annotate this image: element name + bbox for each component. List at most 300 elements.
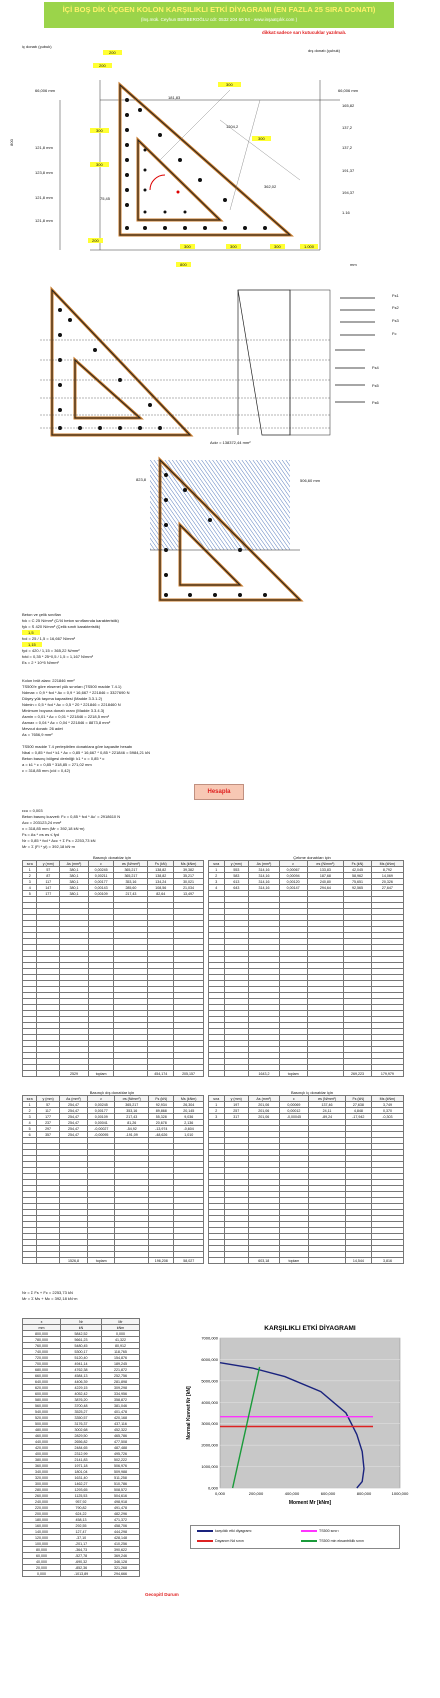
table-2-right bbox=[208, 1095, 404, 1264]
legend-swatch-1 bbox=[301, 1530, 317, 1532]
y-axis-label: Normal Kuvvet Nr [kN] bbox=[186, 1386, 192, 1440]
table-cell: 92,565 bbox=[344, 885, 372, 891]
compression-side-label: 823,8 bbox=[136, 477, 147, 482]
y-tick-label: 2000,000 bbox=[201, 1442, 218, 1448]
points-cell: 460,000 bbox=[23, 1433, 61, 1439]
x-tick-label: 200,000 bbox=[248, 1491, 264, 1496]
table-total-row bbox=[209, 1258, 404, 1264]
points-cell: 487,488 bbox=[101, 1445, 139, 1451]
left-dim-4: 121,8 mm bbox=[35, 195, 53, 200]
points-cell: 2656,82 bbox=[61, 1439, 102, 1445]
capacity-row-5: Ndmin = 0,5 * fcd * Ac = 0,5 * 20 * 221846 = 2218460 N bbox=[22, 702, 121, 707]
points-cell: 401,478 bbox=[101, 1409, 139, 1415]
table-cell: 201,06 bbox=[248, 1114, 279, 1120]
capacity-row-6: Minimum boyuna donatı oranı (Madde 3.3.4.3) bbox=[22, 708, 105, 713]
points-cell: 510,786 bbox=[101, 1481, 139, 1487]
input-bottom-mid2[interactable]: 300 bbox=[226, 244, 241, 249]
summary-row-3: Acc = 203123,24 mm² bbox=[22, 820, 62, 825]
points-cell: 4052,42 bbox=[61, 1391, 102, 1397]
left-dim-5: 121,8 mm bbox=[35, 218, 53, 223]
points-cell: 452,322 bbox=[101, 1427, 139, 1433]
points-cell: 520,000 bbox=[23, 1415, 61, 1421]
moment-row-5: c = 318,85 mm (c/d = 0,42) bbox=[22, 768, 71, 773]
points-cell: 2312,99 bbox=[61, 1451, 102, 1457]
points-cell: 321,268 bbox=[101, 1565, 139, 1571]
total-area: 2529 bbox=[60, 1071, 89, 1077]
summary-row-2: Beton basınç kuvveti: Fc = 0,85 * fcd * Ac' = 2918610 N bbox=[22, 814, 121, 819]
points-cell: 380,000 bbox=[23, 1457, 61, 1463]
table-cell: 5 bbox=[23, 1126, 37, 1132]
total-label: toplam bbox=[279, 1071, 307, 1077]
points-cell: 2484,65 bbox=[61, 1445, 102, 1451]
points-cell: 0,000 bbox=[23, 1571, 61, 1577]
page-title: İÇİ BOŞ DİK ÜÇGEN KOLON KARŞILIKLI ETKİ DİYAGRAMI (EN FAZLA 25 SIRA DONATI) bbox=[62, 5, 376, 14]
table-cell: 187,68 bbox=[307, 873, 344, 879]
points-cell: 502,222 bbox=[101, 1457, 139, 1463]
capacity-row-4: Düşey yük taşıma kapasitesi (Madde 3.3.1.2) bbox=[22, 696, 103, 701]
capacity-block bbox=[22, 678, 382, 738]
compression-height-label: 506,60 mm bbox=[300, 478, 321, 483]
points-cell: 465,786 bbox=[101, 1433, 139, 1439]
capacity-row-8: Asmax = 0,04 * Ac = 0,04 * 221846 = 8873,8 mm² bbox=[22, 720, 111, 725]
table-header: σs (N/mm²) bbox=[309, 1096, 346, 1102]
y-tick-label: 6000,000 bbox=[201, 1356, 218, 1362]
right-dim-1: 66,006 mm bbox=[338, 88, 359, 93]
material-row-3: fctd = 0,35 * 25^0,5 / 1,5 = 1,167 N/mm² bbox=[22, 654, 94, 659]
points-cell: 790,82 bbox=[61, 1505, 102, 1511]
force-fs5: Fs5 bbox=[372, 383, 379, 388]
table-cell: 82,64 bbox=[148, 891, 174, 897]
table-cell: -0,00045 bbox=[279, 1114, 309, 1120]
table-cell bbox=[224, 1258, 248, 1264]
points-cell: -37,10 bbox=[61, 1535, 102, 1541]
result-mr: Mr = Σ Ms + Mc = 392,18 kN·m bbox=[22, 1296, 78, 1301]
table-cell: 0,00245 bbox=[88, 867, 114, 873]
table-header: Fs (kN) bbox=[148, 861, 174, 867]
table-cell: 177 bbox=[37, 891, 60, 897]
points-cell: 800,000 bbox=[23, 1331, 61, 1337]
table-cell bbox=[114, 1071, 148, 1077]
table-cell: 26,304 bbox=[174, 1102, 204, 1108]
table-cell: -0,604 bbox=[174, 1126, 204, 1132]
points-cell: 100,000 bbox=[23, 1541, 61, 1547]
input-bottom-mid[interactable]: 300 bbox=[180, 244, 195, 249]
title-banner bbox=[44, 2, 394, 28]
points-cell: 760,000 bbox=[23, 1343, 61, 1349]
table-header: Fs (kN) bbox=[345, 1096, 371, 1102]
points-cell: 660,000 bbox=[23, 1373, 61, 1379]
table-cell: 2 bbox=[209, 1108, 225, 1114]
table-cell: 57 bbox=[37, 1102, 60, 1108]
table-1-left bbox=[22, 860, 204, 1077]
side-note: Gecopitl Durum bbox=[145, 1592, 179, 1597]
x-tick-label: 800,000 bbox=[356, 1491, 372, 1496]
points-cell: 4229,15 bbox=[61, 1385, 102, 1391]
table-header: Ms (kNm) bbox=[371, 861, 403, 867]
force-fs3: Fs3 bbox=[392, 318, 399, 323]
table-cell: 0,00143 bbox=[88, 885, 114, 891]
table-cell: 30,021 bbox=[174, 879, 204, 885]
table-cell: 20,145 bbox=[174, 1108, 204, 1114]
points-cell: 624,22 bbox=[61, 1511, 102, 1517]
points-cell: 381,046 bbox=[101, 1403, 139, 1409]
points-cell: 4406,39 bbox=[61, 1379, 102, 1385]
force-fc: Fc bbox=[392, 331, 397, 336]
points-cell: 509,988 bbox=[101, 1469, 139, 1475]
total-label: toplam bbox=[88, 1258, 115, 1264]
table-header: ε bbox=[279, 1096, 309, 1102]
legend-label-2: Dayanım Nd sınırı bbox=[215, 1539, 244, 1543]
table-cell: -191,09 bbox=[115, 1132, 149, 1138]
table-cell: 20,326 bbox=[371, 879, 403, 885]
table-cell: 357 bbox=[37, 1132, 60, 1138]
points-cell: 400,000 bbox=[23, 1451, 61, 1457]
input-top-2[interactable]: 200 bbox=[93, 63, 112, 68]
points-cell: 477,508 bbox=[101, 1439, 139, 1445]
force-fs4: Fs4 bbox=[372, 365, 379, 370]
gamma-c-input[interactable]: 1,5 bbox=[22, 630, 40, 635]
legend-swatch-2 bbox=[197, 1540, 213, 1542]
table-cell: 254,47 bbox=[59, 1114, 87, 1120]
points-cell: 511,258 bbox=[101, 1475, 139, 1481]
table-cell: 55,328 bbox=[149, 1114, 174, 1120]
table-cell: 58,962 bbox=[344, 873, 372, 879]
points-cell: 140,000 bbox=[23, 1529, 61, 1535]
points-cell: 80,912 bbox=[101, 1343, 139, 1349]
right-dim-7: 1.16 bbox=[342, 210, 350, 215]
input-left-upper[interactable]: 300 bbox=[90, 128, 109, 133]
points-cell: -527,78 bbox=[61, 1553, 102, 1559]
table-cell bbox=[224, 1071, 249, 1077]
points-cell: 680,000 bbox=[23, 1367, 61, 1373]
right-dim-2: 165,82 bbox=[342, 103, 355, 108]
table-header: y (mm) bbox=[37, 861, 60, 867]
points-cell: 428,148 bbox=[101, 1535, 139, 1541]
total-area: 1526,8 bbox=[59, 1258, 87, 1264]
table-cell bbox=[37, 1071, 60, 1077]
points-header: Mr bbox=[101, 1319, 139, 1325]
table-cell bbox=[307, 1071, 344, 1077]
table-2-title-left: Basınçlı dış donatılar için bbox=[89, 1090, 135, 1095]
points-cell: 189,245 bbox=[101, 1361, 139, 1367]
points-cell: 444,298 bbox=[101, 1529, 139, 1535]
table-cell: 4,848 bbox=[345, 1108, 371, 1114]
points-cell: 180,000 bbox=[23, 1517, 61, 1523]
points-cell: 1462,27 bbox=[61, 1481, 102, 1487]
table-cell: 643 bbox=[224, 885, 249, 891]
result-lines bbox=[22, 1290, 78, 1302]
total-force: 14,544 bbox=[345, 1258, 371, 1264]
table-header: sıra bbox=[23, 1096, 37, 1102]
points-cell: 340,000 bbox=[23, 1469, 61, 1475]
x-tick-label: 600,000 bbox=[320, 1491, 336, 1496]
table-cell: 1 bbox=[23, 1102, 37, 1108]
table-cell: 87 bbox=[37, 873, 60, 879]
table-header: sıra bbox=[209, 861, 225, 867]
table-cell: 13,497 bbox=[174, 891, 204, 897]
points-cell: 220,000 bbox=[23, 1505, 61, 1511]
force-fs2: Fs2 bbox=[392, 305, 399, 310]
table-cell: -0,303 bbox=[371, 1114, 403, 1120]
table-cell: 2 bbox=[209, 873, 225, 879]
points-cell: 41,322 bbox=[101, 1337, 139, 1343]
table-cell: 353,16 bbox=[114, 879, 148, 885]
points-cell: 127,47 bbox=[61, 1529, 102, 1535]
table-cell bbox=[23, 1071, 37, 1077]
input-bottom-far-right[interactable]: 1.000 bbox=[300, 244, 318, 249]
table-cell: 134,24 bbox=[148, 879, 174, 885]
table-cell: 1 bbox=[209, 1102, 225, 1108]
table-cell: 254,47 bbox=[59, 1108, 87, 1114]
table-cell: 217,43 bbox=[115, 1114, 149, 1120]
points-cell: 309,298 bbox=[101, 1385, 139, 1391]
fck-line: fck = C 25 N/mm² (C/I4 beton sınıflarında karakteristik) bbox=[22, 618, 119, 623]
table-cell: 254,47 bbox=[59, 1126, 87, 1132]
points-cell: 60,000 bbox=[23, 1553, 61, 1559]
y-tick-label: 3000,000 bbox=[201, 1421, 218, 1427]
chart-title: KARŞILIKLI ETKİ DİYAGRAMI bbox=[264, 1325, 356, 1332]
table-1-wrap bbox=[22, 855, 422, 1077]
table-cell: 21,034 bbox=[174, 885, 204, 891]
material-intro: Beton ve çelik sınıfları bbox=[22, 612, 62, 617]
table-header: y (mm) bbox=[37, 1096, 60, 1102]
points-cell: 440,000 bbox=[23, 1439, 61, 1445]
chart-svg bbox=[180, 1318, 410, 1523]
points-cell: 506,976 bbox=[101, 1463, 139, 1469]
table-cell: 1 bbox=[209, 867, 225, 873]
table-cell: 1,010 bbox=[174, 1132, 204, 1138]
points-cell: 4941,14 bbox=[61, 1361, 102, 1367]
points-cell: 560,000 bbox=[23, 1403, 61, 1409]
table-cell: 380,1 bbox=[60, 879, 89, 885]
table-cell: 314,16 bbox=[249, 867, 280, 873]
table-cell: 4 bbox=[23, 885, 37, 891]
points-cell: 369,246 bbox=[101, 1553, 139, 1559]
points-cell: 3350,57 bbox=[61, 1415, 102, 1421]
table-cell: 0,00094 bbox=[279, 873, 307, 879]
points-table-wrap bbox=[22, 1318, 140, 1577]
input-left-mid[interactable]: 300 bbox=[90, 162, 109, 167]
table-cell: 254,47 bbox=[59, 1102, 87, 1108]
table-cell: 42,045 bbox=[344, 867, 372, 873]
legend-swatch-0 bbox=[197, 1530, 213, 1532]
force-fs1: Fs1 bbox=[392, 293, 399, 298]
points-cell: 0,000 bbox=[101, 1331, 139, 1337]
table-cell: 92,934 bbox=[149, 1102, 174, 1108]
table-cell: 0,00147 bbox=[279, 885, 307, 891]
points-cell: 390,622 bbox=[101, 1547, 139, 1553]
left-cover-label: iç donatı (çubuk) bbox=[22, 44, 52, 49]
points-cell: 240,000 bbox=[23, 1499, 61, 1505]
table-cell: 240,80 bbox=[307, 879, 344, 885]
points-cell: 280,000 bbox=[23, 1487, 61, 1493]
total-force: 196,208 bbox=[149, 1258, 174, 1264]
points-cell: 957,92 bbox=[61, 1499, 102, 1505]
points-cell: 1631,40 bbox=[61, 1475, 102, 1481]
points-cell: 1801,04 bbox=[61, 1469, 102, 1475]
points-cell: 420,168 bbox=[101, 1415, 139, 1421]
page-subtitle: (İnş.mük. Ceyhun BERBEROĞLU cdr: 0532 204 60 54 - www.inşaatçılık.com ) bbox=[140, 17, 298, 22]
table-cell: 137,46 bbox=[309, 1102, 346, 1108]
capacity-row-9: Mevcut donatı: 26 adet bbox=[22, 726, 63, 731]
total-label: toplam bbox=[88, 1071, 114, 1077]
points-cell: 160,000 bbox=[23, 1523, 61, 1529]
total-force: 269,223 bbox=[344, 1071, 372, 1077]
points-cell: 358,872 bbox=[101, 1397, 139, 1403]
table-cell: 197 bbox=[224, 1102, 248, 1108]
points-cell: 200,000 bbox=[23, 1511, 61, 1517]
table-cell: 0,00041 bbox=[88, 1120, 115, 1126]
table-header: Fs (kN) bbox=[344, 861, 372, 867]
table-header: As (mm²) bbox=[248, 1096, 279, 1102]
legend-swatch-3 bbox=[301, 1540, 317, 1542]
points-cell: 740,000 bbox=[23, 1349, 61, 1355]
table-cell: 201,06 bbox=[248, 1108, 279, 1114]
table-cell bbox=[37, 1258, 60, 1264]
table-header: As (mm²) bbox=[249, 861, 280, 867]
compute-button[interactable]: Hesapla bbox=[194, 784, 244, 800]
points-cell: 1293,65 bbox=[61, 1487, 102, 1493]
points-cell: 720,000 bbox=[23, 1355, 61, 1361]
points-cell: -852,36 bbox=[61, 1565, 102, 1571]
y-tick-label: 1000,000 bbox=[201, 1464, 218, 1470]
points-cell: 420,000 bbox=[23, 1445, 61, 1451]
input-bottom-left[interactable]: 200 bbox=[88, 238, 103, 243]
x-tick-label: 0,000 bbox=[214, 1491, 226, 1496]
points-cell: 294,666 bbox=[101, 1571, 139, 1577]
right-dim-3: 137,2 bbox=[342, 125, 353, 130]
table-cell: 108,56 bbox=[148, 885, 174, 891]
height-total-label: 800 bbox=[8, 139, 14, 146]
points-cell: 4584,13 bbox=[61, 1373, 102, 1379]
points-cell: 3700,48 bbox=[61, 1403, 102, 1409]
interaction-chart bbox=[180, 1318, 410, 1558]
table-cell: 138,82 bbox=[148, 867, 174, 873]
points-table bbox=[22, 1318, 140, 1577]
total-moment: 205,157 bbox=[174, 1071, 204, 1077]
right-cover-label: dış donatı (çubuk) bbox=[308, 48, 341, 53]
table-cell: 2 bbox=[23, 873, 37, 879]
left-dim-2: 121,8 mm bbox=[35, 145, 53, 150]
table-cell: 27,647 bbox=[371, 885, 403, 891]
table-cell: 0,00012 bbox=[279, 1108, 309, 1114]
table-total-row bbox=[209, 1071, 404, 1077]
table-header: ε bbox=[88, 1096, 115, 1102]
table-2-wrap bbox=[22, 1090, 422, 1264]
points-cell: 320,000 bbox=[23, 1475, 61, 1481]
input-top[interactable]: 200 bbox=[103, 50, 122, 55]
table-cell: -17,942 bbox=[345, 1114, 371, 1120]
warning-text: dikkat:sadece sarı kutucuklar yazılmalı. bbox=[262, 30, 347, 35]
gamma-s-input[interactable]: 1,15 bbox=[22, 642, 42, 647]
table-cell bbox=[115, 1258, 149, 1264]
summary-row-6: Nr = 0,85 * fcd * Acc + Σ Fs = 2253,73 kN bbox=[22, 838, 96, 843]
summary-row-5: Fs = As * σs σs ≤ fyd bbox=[22, 832, 60, 837]
points-cell: 458,706 bbox=[101, 1523, 139, 1529]
points-cell: 500,000 bbox=[23, 1421, 61, 1427]
table-cell: 0,00211 bbox=[88, 873, 114, 879]
table-header: y (mm) bbox=[224, 1096, 248, 1102]
input-width[interactable]: 800 bbox=[176, 262, 191, 267]
dim-c-label: 181,83 bbox=[168, 95, 181, 100]
points-cell: 80,000 bbox=[23, 1547, 61, 1553]
table-cell: 317 bbox=[224, 1114, 248, 1120]
points-cell: 3176,37 bbox=[61, 1421, 102, 1427]
table-cell: 353,16 bbox=[115, 1108, 149, 1114]
points-cell: 480,000 bbox=[23, 1427, 61, 1433]
points-header: x bbox=[23, 1319, 61, 1325]
table-cell: 75,651 bbox=[344, 879, 372, 885]
points-cell: 300,000 bbox=[23, 1481, 61, 1487]
points-cell: -1013,89 bbox=[61, 1571, 102, 1577]
table-cell: 2 bbox=[23, 1108, 37, 1114]
points-cell: 498,918 bbox=[101, 1499, 139, 1505]
total-label: toplam bbox=[279, 1258, 309, 1264]
table-cell: 3 bbox=[209, 1114, 225, 1120]
points-cell: 482,296 bbox=[101, 1511, 139, 1517]
dim-b-label: 362,02 bbox=[264, 184, 277, 189]
input-right-corner[interactable]: 300 bbox=[218, 82, 241, 87]
table-cell: 0,00177 bbox=[88, 879, 114, 885]
points-cell: -690,32 bbox=[61, 1559, 102, 1565]
moment-row-1: TS500 madde 7.4 yerleştirilen donatılara göre kapasite hesabı bbox=[22, 744, 133, 749]
points-cell: 292,55 bbox=[61, 1523, 102, 1529]
points-cell: 3002,68 bbox=[61, 1427, 102, 1433]
table-1-title-left: Basınçlı donatılar için bbox=[92, 855, 132, 860]
table-cell: 254,47 bbox=[59, 1120, 87, 1126]
input-bottom-right[interactable]: 300 bbox=[270, 244, 285, 249]
table-2-left bbox=[22, 1095, 204, 1264]
table-1-right bbox=[208, 860, 404, 1077]
points-unit: kNm bbox=[101, 1325, 139, 1331]
table-cell: -0,00027 bbox=[88, 1126, 115, 1132]
fyk-line: fyk = S 420 N/mm² (Çelik sınıfı karakteristik) bbox=[22, 624, 101, 629]
table-cell: -0,00095 bbox=[88, 1132, 115, 1138]
table-cell: 297 bbox=[37, 1126, 60, 1132]
input-right-mid[interactable]: 300 bbox=[252, 136, 271, 141]
table-cell: 3 bbox=[23, 1114, 37, 1120]
right-dim-5: 191,37 bbox=[342, 168, 355, 173]
table-cell bbox=[209, 1071, 225, 1077]
right-dim-4: 137,2 bbox=[342, 145, 353, 150]
x-tick-label: 400,000 bbox=[284, 1491, 300, 1496]
dim-d-label: 75,45 bbox=[100, 196, 111, 201]
right-dim-6: 194,37 bbox=[342, 190, 355, 195]
table-cell: 4 bbox=[23, 1120, 37, 1126]
points-header: Nr bbox=[61, 1319, 102, 1325]
points-cell: 221,872 bbox=[101, 1367, 139, 1373]
table-1-title-right: Çekme donatıları için bbox=[293, 855, 331, 860]
table-cell: 285,60 bbox=[114, 885, 148, 891]
table-cell: 314,16 bbox=[249, 885, 280, 891]
table-cell: 0,00109 bbox=[88, 891, 114, 897]
table-cell: 3 bbox=[23, 879, 37, 885]
table-header: ε bbox=[88, 861, 114, 867]
table-cell: 553 bbox=[224, 867, 249, 873]
table-cell: 254,47 bbox=[59, 1132, 87, 1138]
table-cell: 177 bbox=[37, 1114, 60, 1120]
total-area: 603,18 bbox=[248, 1258, 279, 1264]
legend-label-1: TS500 sınırı bbox=[319, 1529, 339, 1533]
points-cell: 4762,38 bbox=[61, 1367, 102, 1373]
table-header: Ms (kNm) bbox=[174, 861, 204, 867]
table-cell: 365,217 bbox=[115, 1102, 149, 1108]
material-row-4: Es = 2 * 10^5 N/mm² bbox=[22, 660, 59, 665]
table-cell: 20,678 bbox=[149, 1120, 174, 1126]
points-cell: 5480,45 bbox=[61, 1343, 102, 1349]
table-2-title-right: Basınçlı iç donatılar için bbox=[290, 1090, 334, 1095]
x-axis-label: Moment Mr [kNm] bbox=[288, 1500, 332, 1506]
